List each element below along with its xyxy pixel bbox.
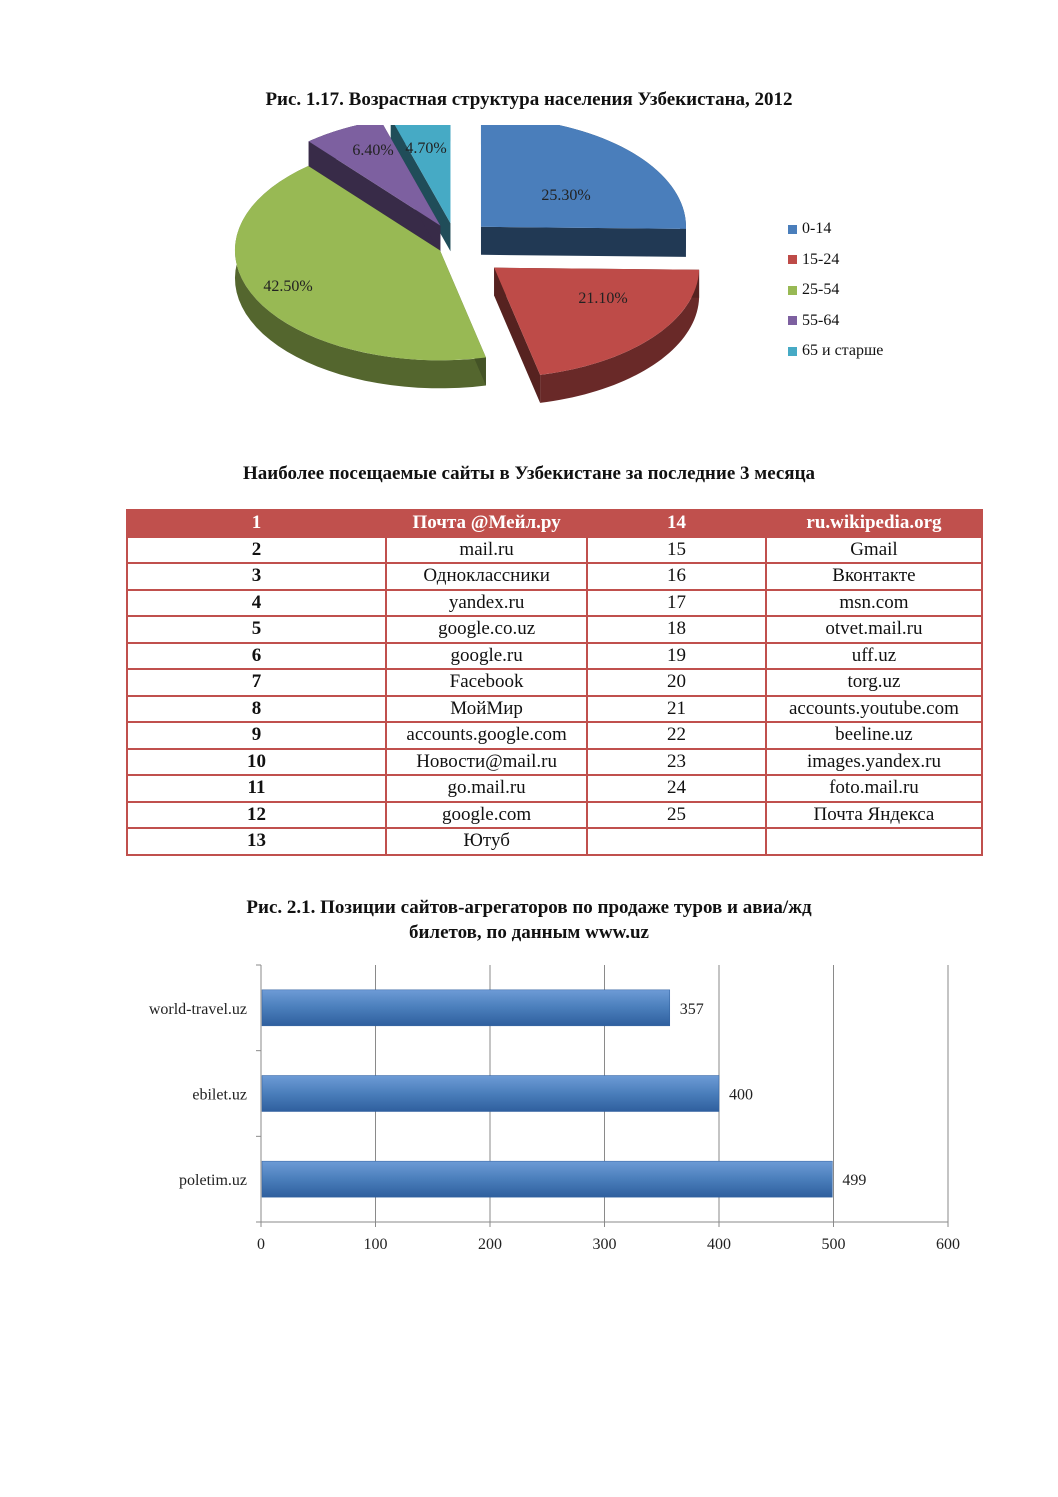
bar-chart-title-line1: Рис. 2.1. Позиции сайтов-агрегаторов по продаже туров и авиа/жд xyxy=(246,897,812,918)
rank-cell: 15 xyxy=(587,537,766,564)
legend-label: 15-24 xyxy=(802,250,840,268)
site-cell: Почта Яндекса xyxy=(766,802,982,829)
site-cell: uff.uz xyxy=(766,643,982,670)
table-row xyxy=(127,722,982,749)
table-title: Наиболее посещаемые сайты в Узбекистане за последние 3 месяца xyxy=(242,463,816,484)
rank-cell: 20 xyxy=(587,669,766,696)
x-tick-label: 0 xyxy=(257,1236,265,1253)
pie-data-label: 25.30% xyxy=(541,187,591,204)
rank-cell: 16 xyxy=(587,563,766,590)
rank-cell: 23 xyxy=(587,749,766,776)
pie-legend xyxy=(788,214,883,367)
legend-item xyxy=(788,306,883,337)
site-cell: torg.uz xyxy=(766,669,982,696)
bar-value-label: 499 xyxy=(842,1172,867,1190)
legend-item xyxy=(788,245,883,276)
table-row xyxy=(127,775,982,802)
category-label: ebilet.uz xyxy=(192,1086,247,1104)
rank-cell: 8 xyxy=(127,696,386,723)
rank-cell: 3 xyxy=(127,563,386,590)
bar-value-label: 357 xyxy=(679,1000,704,1018)
legend-item xyxy=(788,214,883,245)
site-cell: foto.mail.ru xyxy=(766,775,982,802)
site-cell: Gmail xyxy=(766,537,982,564)
pie-data-label: 21.10% xyxy=(578,290,628,307)
site-cell: yandex.ru xyxy=(386,590,587,617)
site-cell: Ютуб xyxy=(386,828,587,855)
site-cell: accounts.youtube.com xyxy=(766,696,982,723)
pie-chart-title: Рис. 1.17. Возрастная структура населения Узбекистана, 2012 xyxy=(265,89,793,110)
legend-item xyxy=(788,336,883,367)
x-tick-label: 200 xyxy=(478,1236,502,1253)
legend-item xyxy=(788,275,883,306)
rank-cell: 2 xyxy=(127,537,386,564)
rank-cell: 24 xyxy=(587,775,766,802)
legend-swatch xyxy=(788,255,797,264)
rank-cell: 21 xyxy=(587,696,766,723)
table-row xyxy=(127,537,982,564)
pie-data-label: 6.40% xyxy=(352,142,394,159)
site-cell: Новости@mail.ru xyxy=(386,749,587,776)
rank-cell: 17 xyxy=(587,590,766,617)
site-cell xyxy=(766,828,982,855)
table-row xyxy=(127,590,982,617)
rank-cell: 22 xyxy=(587,722,766,749)
table-row xyxy=(127,749,982,776)
category-label: poletim.uz xyxy=(179,1172,247,1190)
bar-chart-title-line2: билетов, по данным www.uz xyxy=(408,922,649,943)
x-tick-label: 500 xyxy=(821,1236,846,1253)
rank-cell: 19 xyxy=(587,643,766,670)
table-row xyxy=(127,643,982,670)
legend-swatch xyxy=(788,225,797,234)
rank-cell: 4 xyxy=(127,590,386,617)
table-row xyxy=(127,616,982,643)
legend-label: 25-54 xyxy=(802,281,840,299)
site-cell: Facebook xyxy=(386,669,587,696)
bar-world-travel.uz xyxy=(262,990,670,1026)
rank-cell: 1 xyxy=(127,510,386,537)
rank-cell xyxy=(587,828,766,855)
table-row xyxy=(127,563,982,590)
rank-cell: 14 xyxy=(587,510,766,537)
site-cell: ru.wikipedia.org xyxy=(766,510,982,537)
site-cell: google.co.uz xyxy=(386,616,587,643)
rank-cell: 7 xyxy=(127,669,386,696)
legend-label: 55-64 xyxy=(802,311,840,329)
x-tick-label: 400 xyxy=(707,1236,731,1253)
pie-data-label: 42.50% xyxy=(263,278,313,295)
site-cell: otvet.mail.ru xyxy=(766,616,982,643)
top-sites-table xyxy=(126,509,983,856)
pie-data-label: 4.70% xyxy=(405,140,447,157)
rank-cell: 18 xyxy=(587,616,766,643)
legend-label: 0-14 xyxy=(802,220,832,238)
table-row xyxy=(127,669,982,696)
category-label: world-travel.uz xyxy=(148,1000,247,1018)
table-row xyxy=(127,802,982,829)
bar-ebilet.uz xyxy=(262,1076,719,1112)
site-cell: msn.com xyxy=(766,590,982,617)
site-cell: МойМир xyxy=(386,696,587,723)
rank-cell: 12 xyxy=(127,802,386,829)
legend-label: 65 и старше xyxy=(802,342,884,360)
x-tick-label: 100 xyxy=(363,1236,388,1253)
site-cell: google.com xyxy=(386,802,587,829)
legend-swatch xyxy=(788,286,797,295)
site-cell: mail.ru xyxy=(386,537,587,564)
site-cell: Одноклассники xyxy=(386,563,587,590)
aggregator-bar-chart xyxy=(0,955,1058,1255)
site-cell: Почта @Мейл.ру xyxy=(386,510,587,537)
site-cell: go.mail.ru xyxy=(386,775,587,802)
rank-cell: 11 xyxy=(127,775,386,802)
site-cell: google.ru xyxy=(386,643,587,670)
table-row xyxy=(127,696,982,723)
x-tick-label: 600 xyxy=(936,1236,960,1253)
x-tick-label: 300 xyxy=(592,1236,617,1253)
pie-slice-15-24 xyxy=(494,268,699,403)
site-cell: accounts.google.com xyxy=(386,722,587,749)
bar-chart-title xyxy=(0,895,1058,945)
rank-cell: 6 xyxy=(127,643,386,670)
table-header-row xyxy=(127,510,982,537)
table-row xyxy=(127,828,982,855)
bar-value-label: 400 xyxy=(729,1086,753,1104)
legend-swatch xyxy=(788,347,797,356)
rank-cell: 9 xyxy=(127,722,386,749)
site-cell: beeline.uz xyxy=(766,722,982,749)
rank-cell: 13 xyxy=(127,828,386,855)
bar-poletim.uz xyxy=(262,1161,832,1197)
rank-cell: 5 xyxy=(127,616,386,643)
site-cell: Вконтакте xyxy=(766,563,982,590)
site-cell: images.yandex.ru xyxy=(766,749,982,776)
rank-cell: 25 xyxy=(587,802,766,829)
legend-swatch xyxy=(788,316,797,325)
age-structure-pie-chart xyxy=(0,125,1058,415)
rank-cell: 10 xyxy=(127,749,386,776)
